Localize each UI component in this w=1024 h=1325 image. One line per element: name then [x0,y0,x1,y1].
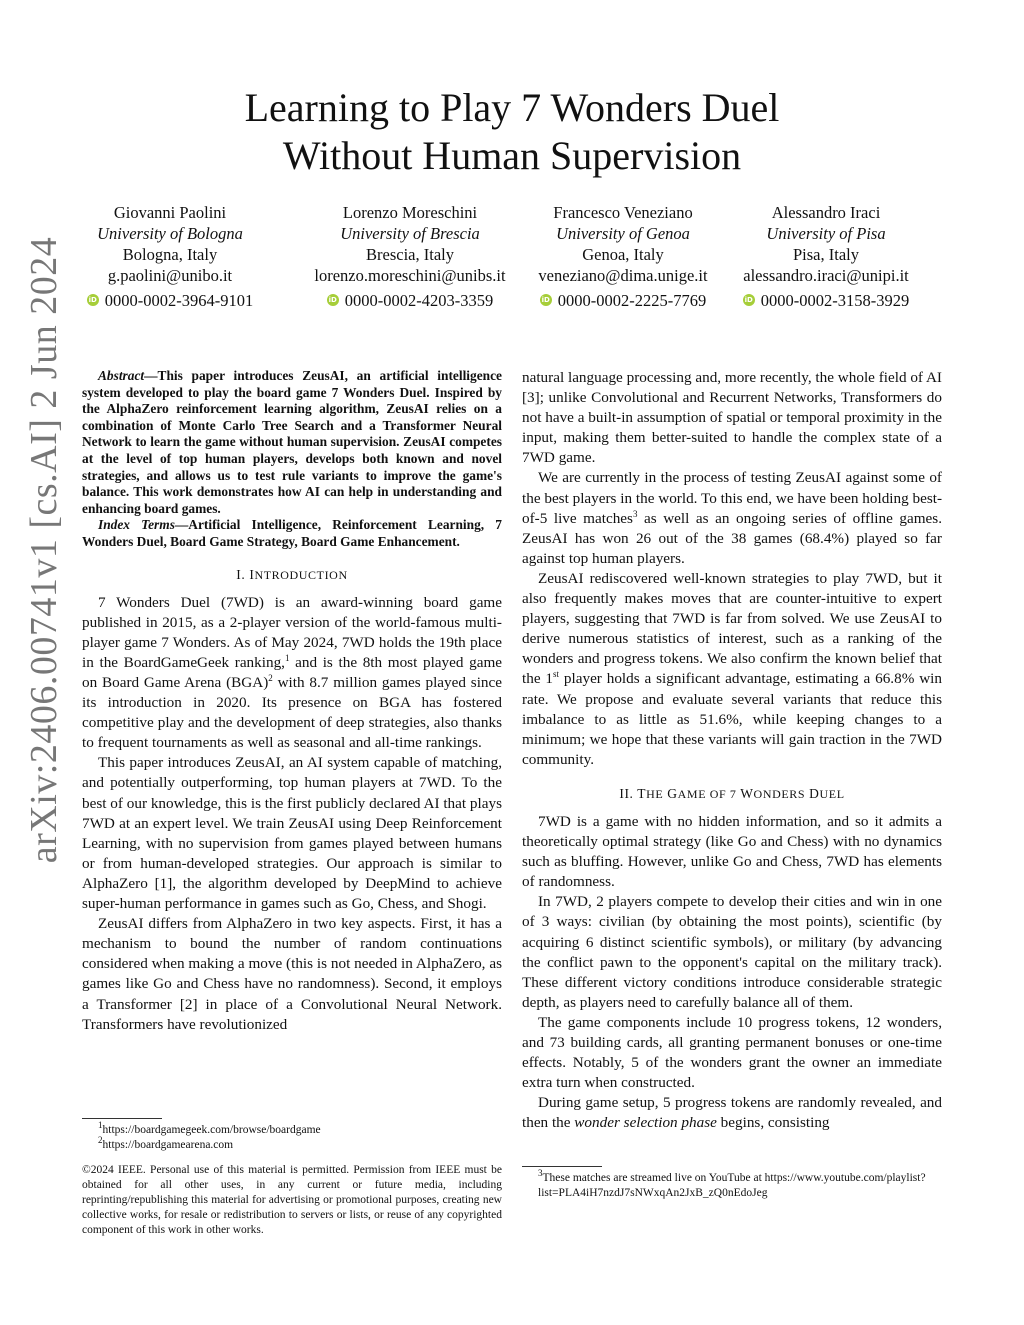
author-location: Bologna, Italy [122,245,218,264]
section-title-initial: D [809,785,820,801]
right-column [522,368,942,1133]
section-title-rest: NTRODUCTION [254,567,348,582]
index-terms-text: —Artificial Intelligence, Reinforcement Learning, 7 Wonders Duel, Board Game Strategy, Board Game Enhancement. [82,517,502,549]
game-paragraph-4 [522,1093,942,1133]
footnote-2 [82,1135,502,1153]
section-title-rest: UEL [819,786,845,801]
text-run: begins, consisting [716,1114,830,1132]
index-terms-lead: Index Terms [98,517,175,533]
footnote-number: 1 [98,1120,103,1131]
author-card [721,202,931,311]
footnote-marker[interactable]: 2 [268,672,273,683]
game-paragraph-2: In 7WD, 2 players compete to develop their cities and win in one of 3 ways: civilian (by obtaining the most points), scientific (by acquiring 6 distinct scientific symbols), or military (by advancing the conflict pawn to the opponent's capital on the military track). These different victory conditions introduce considerable strategic depth, as players need to carefully balance all of them. [522,893,942,1011]
abstract-lead: Abstract [98,368,145,383]
section-title-rest: HE [646,786,664,801]
orcid-number[interactable]: 0000-0002-2225-7769 [557,290,707,310]
author-name: Alessandro Iraci [771,203,881,222]
section-title-initial: G [667,785,678,801]
orcid-icon: iD [328,296,337,304]
author-orcid[interactable] [540,290,706,311]
author-name: Giovanni Paolini [113,203,227,222]
footnotes-right [522,1166,942,1201]
text-run: 7 Wonders Duel (7WD) is an award-winning board game published in 2015, as a 2-player version of the world-famous multi-player game 7 Wonders. As of May 2024, 7WD holds the 19th place in the BoardGameGeek ranking, [82,593,502,671]
author-email[interactable]: g.paolini@unibo.it [107,266,233,285]
left-column [82,368,502,1035]
intro-paragraph-5 [522,468,942,568]
orcid-icon: iD [744,296,753,304]
text-run: as well as an ongoing series of offline games. ZeusAI has won 26 out of the 38 games (68.4%) played so far against top human players. [522,509,942,567]
author-name: Francesco Veneziano [553,203,693,222]
copyright-notice: ©2024 IEEE. Personal use of this material is permitted. Permission from IEEE must be obtained for all other uses, in any current or future media, including reprinting/republishing this material for advertising or promotional purposes, creating new collective works, for resale or redistribution to servers or lists, or reuse of any copyrighted component of this work in other works. [82,1164,502,1236]
arxiv-sidebar [18,150,70,950]
section-heading-introduction [82,565,502,585]
footnote-number: 3 [538,1168,543,1179]
orcid-number[interactable]: 0000-0002-3964-9101 [104,290,254,310]
orcid-number[interactable]: 0000-0002-4203-3359 [344,290,494,310]
game-paragraph-3: The game components include 10 progress tokens, 12 wonders, and 73 building cards, all granting permanent bonuses or one-time effects. Notably, 5 of the wonders grant the owner an immediate extra turn when constructed. [522,1013,942,1092]
author-email[interactable]: veneziano@dima.unige.it [538,266,708,285]
footnote-link[interactable]: These matches are streamed live on YouTube at https://www.youtube.com/playlist?list=PLA4iH7nzdJ7sNWxqAn2JxB_zQ0nEdoJeg [538,1172,926,1199]
author-email[interactable]: lorenzo.moreschini@unibs.it [314,266,506,285]
author-location: Genoa, Italy [582,245,664,264]
author-name: Lorenzo Moreschini [342,203,478,222]
text-run: ZeusAI rediscovered well-known strategies to play 7WD, but it also frequently makes moves that are counter-intuitive to expert players, suggesting that 7WD is far from solved. We use ZeusAI to derive numerous statistics of interest, such as a ranking of the wonders and progress tokens. We also confirm the known belief that the 1 [522,569,942,688]
author-affiliation: University of Bologna [97,224,243,243]
section-number: II. [619,785,634,801]
section-title-rest: AME OF 7 [677,786,737,801]
intro-paragraph-4: natural language processing and, more recently, the whole field of AI [3]; unlike Convolutional and Recurrent Networks, Transformers do not have a built-in assumption of spatial or temporal proximity in the input, making them better-suited to handle the complex state of a 7WD game. [522,369,942,467]
author-affiliation: University of Genoa [556,224,690,243]
footnotes-left [82,1118,502,1238]
author-orcid[interactable] [743,290,909,311]
intro-paragraph-2: This paper introduces ZeusAI, an AI system capable of matching, and potentially outperforming, top human players at 7WD. To the best of our knowledge, this is the first publicly declared AI that plays 7WD at an expert level. We train ZeusAI using Deep Reinforcement Learning, with no supervision from games played between humans or from human-developed strategies. Our approach is similar to AlphaZero [1], the algorithm developed by DeepMind to achieve super-human performance in games such as Go, Chess, and Shogi. [82,754,502,913]
text-run: with 8.7 million games played since its introduction in 2020. Its presence on BGA has fostered competitive play and the development of deep strategies, also thanks to frequent tournaments as well as seasonal and all-time rankings. [82,674,502,752]
footnote-rule [522,1166,602,1167]
abstract [82,368,502,517]
author-location: Brescia, Italy [366,245,454,264]
footnote-link[interactable]: https://boardgamearena.com [102,1139,234,1151]
author-card [518,202,728,311]
footnote-number: 2 [98,1135,103,1146]
author-email[interactable]: alessandro.iraci@unipi.it [743,266,909,285]
author-affiliation: University of Pisa [766,224,886,243]
game-paragraph-1: 7WD is a game with no hidden information, and so it admits a theoretically optimal strategy (like Go and Chess) with no dynamics such as bluffing. However, unlike Go and Chess, 7WD has elements of randomness. [522,812,942,891]
orcid-number[interactable]: 0000-0002-3158-3929 [760,290,910,310]
orcid-icon: iD [88,296,97,304]
superscript: st [553,669,560,680]
footnote-3 [522,1168,942,1201]
intro-paragraph-6 [522,569,942,770]
footnote-marker[interactable]: 3 [632,508,638,519]
author-orcid[interactable] [327,290,493,311]
section-title-initial: I [249,566,255,582]
author-block [88,202,945,322]
section-number: I. [236,566,246,582]
author-card [65,202,275,311]
emphasis: wonder selection phase [574,1114,717,1132]
footnote-rule [82,1118,162,1119]
author-location: Pisa, Italy [793,245,859,264]
orcid-icon: iD [541,296,550,304]
title-line-1: Learning to Play 7 Wonders Duel [244,85,780,130]
index-terms [82,517,502,550]
section-title-initial: T [637,785,647,801]
arxiv-identifier: arXiv:2406.00741v1 [cs.AI] 2 Jun 2024 [23,236,65,864]
text-run: and is the 8th most played game on Board Game Arena (BGA) [82,653,503,691]
abstract-text: —This paper introduces ZeusAI, an artificial intelligence system developed to play the board game 7 Wonders Duel. Inspired by the AlphaZero reinforcement learning algorithm, ZeusAI relies on a combination of Monte Carlo Tree Search and a Transformer Neural Network to learn the game without human supervision. ZeusAI competes at the level of top human players, develops both known and novel strategies, and allows us to test rule variants to improve the game's balance. This work demonstrates how AI can help in understanding and enhancing board games. [82,368,502,516]
section-heading-game [522,784,942,804]
footnote-marker[interactable]: 1 [284,652,290,663]
text-run: We are currently in the process of testing ZeusAI against some of the best players in the world. To this end, we have been holding best-of-5 live matches [522,469,943,527]
footnote-1 [82,1120,502,1138]
section-title-initial: W [740,785,754,801]
intro-paragraph-1 [82,593,502,754]
text-run: During game setup, 5 progress tokens are randomly revealed, and then the [522,1094,942,1132]
author-affiliation: University of Brescia [340,224,480,243]
title-line-2: Without Human Supervision [282,133,742,178]
intro-paragraph-3: ZeusAI differs from AlphaZero in two key aspects. First, it has a mechanism to bound the number of random continuations considered when making a move (this is not needed in AlphaZero, as games like Go and Chess have no randomness). Second, it employs a Transformer [2] in place of a Convolutional Neural Network. Transformers have revolutionized [82,915,502,1033]
section-title-rest: ONDERS [753,786,806,801]
text-run: player holds a significant advantage, estimating a 66.8% win rate. We propose and evaluate several variants that reduce this imbalance to as little as 51.6%, while keeping changes to a minimum; we hope that these variants will gain traction in the 7WD community. [522,670,942,768]
author-orcid[interactable] [87,290,253,311]
author-card [305,202,515,311]
paper-title [0,84,1024,180]
footnote-link[interactable]: https://boardgamegeek.com/browse/boardgame [102,1124,321,1136]
